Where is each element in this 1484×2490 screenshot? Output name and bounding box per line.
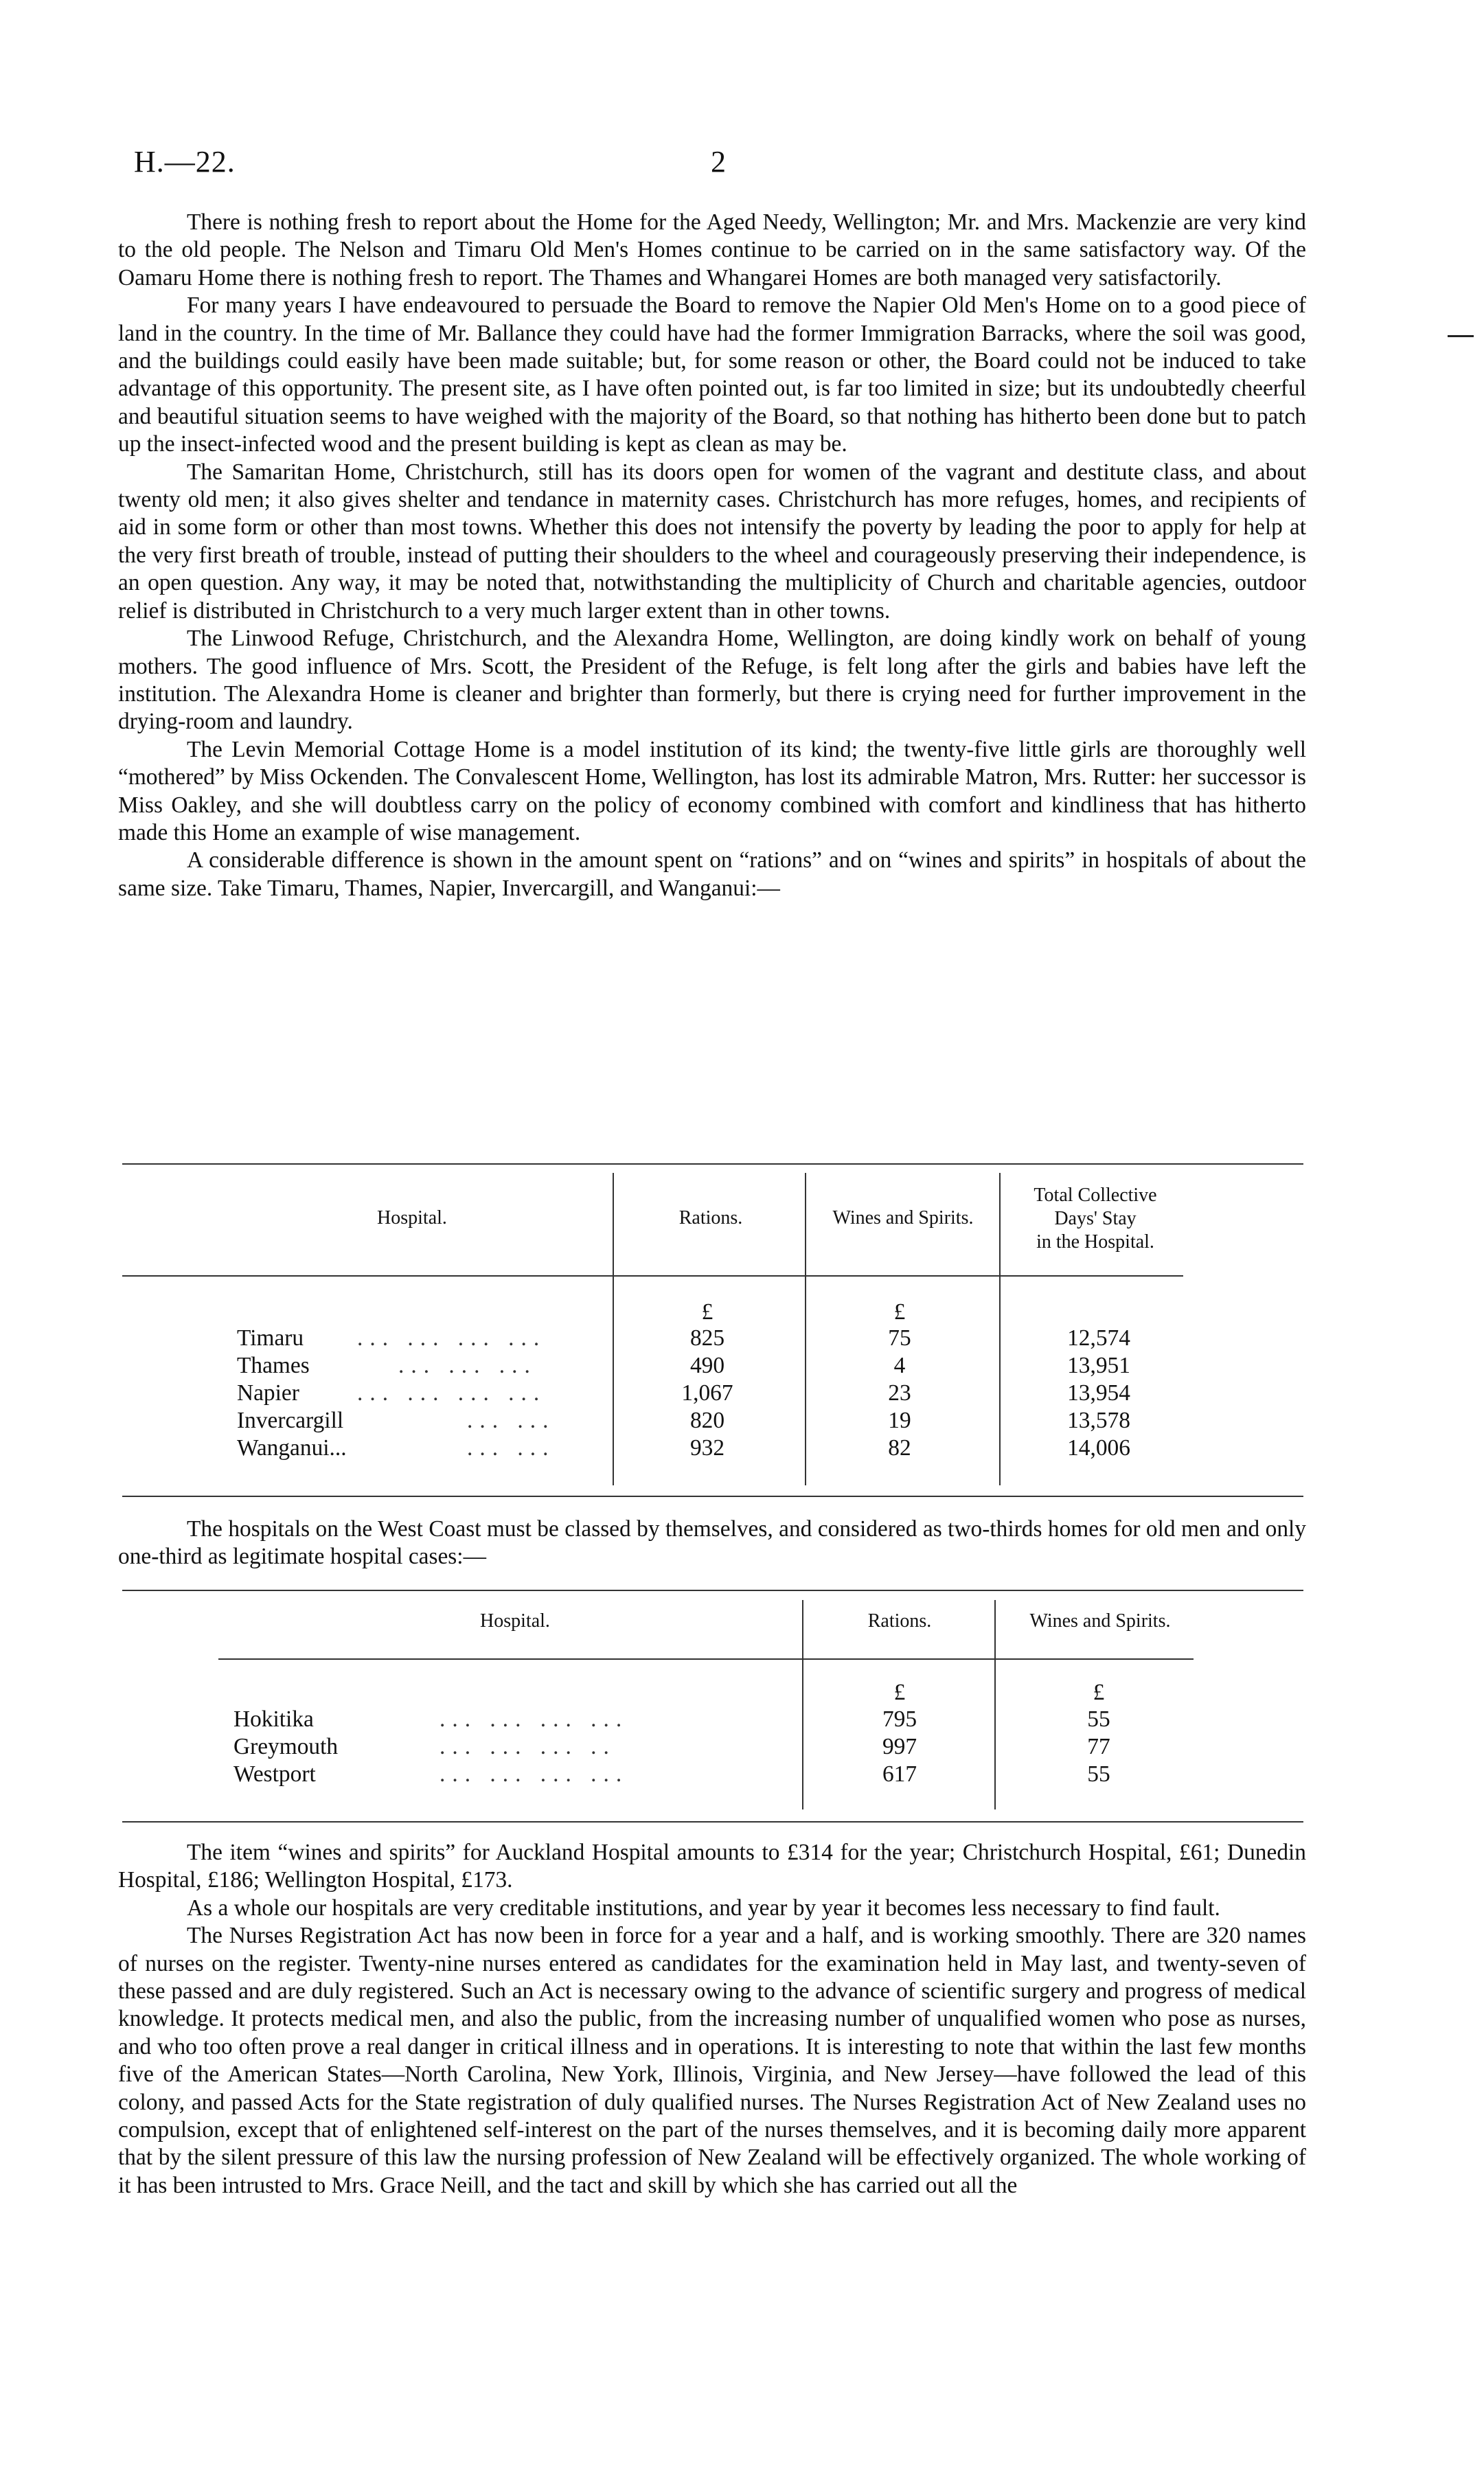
header-stay-line1: Total Collective bbox=[1034, 1185, 1157, 1206]
page-number: 2 bbox=[711, 145, 726, 179]
paragraph: The item “wines and spirits” for Auckland Hospital amounts to £314 for the year; Christchurch Hospital, £61; Dunedin Hospital, £186; Wellington Hospital, £173. bbox=[118, 1840, 1306, 1893]
paragraph: As a whole our hospitals are very creditable institutions, and year by year it becomes less necessary to find fault. bbox=[187, 1895, 1220, 1921]
row-leader-dots: ... ... ... ... bbox=[440, 1706, 629, 1732]
header-hospital: Hospital. bbox=[377, 1207, 447, 1229]
currency-wines: £ bbox=[893, 1299, 906, 1325]
row-stay: 13,578 bbox=[1067, 1408, 1130, 1433]
paragraph: The Levin Memorial Cottage Home is a model institution of its kind; the twenty-five little girls are thoroughly well “mothered” by Miss Ockenden. The Convalescent Home, Wellington, has lost its admirable Matron, Mrs. Rutter: her successor is Miss Oakley, and she will doubtless carry on the policy of economy combined with comfort and kindliness that has hitherto made this Home an example of wise management. bbox=[118, 736, 1306, 845]
table-rule bbox=[122, 1275, 1183, 1277]
row-wines: 55 bbox=[1087, 1706, 1110, 1732]
column-divider bbox=[994, 1600, 996, 1809]
header-wines: Wines and Spirits. bbox=[832, 1207, 974, 1229]
paragraph: The hospitals on the West Coast must be classed by themselves, and considered as two-thirds homes for old men and only one-third as legitimate hospital cases:— bbox=[118, 1516, 1306, 1570]
row-rations: 1,067 bbox=[681, 1380, 733, 1406]
row-leader-dots: ... ... ... ... bbox=[440, 1761, 629, 1787]
table-rule bbox=[122, 1590, 1303, 1591]
row-wines: 82 bbox=[888, 1435, 911, 1461]
row-wines: 75 bbox=[888, 1325, 911, 1351]
column-divider bbox=[802, 1600, 803, 1809]
row-leader-dots: ... ... ... bbox=[398, 1353, 537, 1378]
row-rations: 825 bbox=[689, 1325, 725, 1351]
column-divider bbox=[613, 1173, 614, 1485]
column-divider bbox=[805, 1173, 806, 1485]
row-leader-dots: ... ... ... .. bbox=[440, 1734, 616, 1759]
paragraph: For many years I have endeavoured to persuade the Board to remove the Napier Old Men's Home on to a good piece of land in the country. In the time of Mr. Ballance they could have had the former Immigration Barracks, where the soil was good, and the buildings could easily have been made suitable; but, for some reason or other, the Board could not be induced to take advantage of this opportunity. The present site, as I have often pointed out, is far too limited in size; but its undoubtedly cheerful and beautiful situation seems to have weighed with the majority of the Board, so that nothing has hitherto been done but to patch up the insect-infected wood and the present building is kept as clean as may be. bbox=[118, 293, 1306, 457]
currency-rations: £ bbox=[701, 1299, 714, 1325]
document-reference: H.—22. bbox=[134, 145, 236, 179]
row-stay: 12,574 bbox=[1067, 1325, 1130, 1351]
row-leader-dots: ... ... bbox=[467, 1435, 556, 1461]
row-stay: 13,954 bbox=[1067, 1380, 1130, 1406]
row-rations: 932 bbox=[689, 1435, 725, 1461]
row-wines: 4 bbox=[893, 1353, 906, 1378]
row-rations: 997 bbox=[882, 1734, 917, 1759]
row-stay: 13,951 bbox=[1067, 1353, 1130, 1378]
table-rule bbox=[122, 1163, 1303, 1165]
row-hospital: Invercargill bbox=[237, 1408, 344, 1433]
paragraph: The Nurses Registration Act has now been in force for a year and a half, and is working smoothly. There are 320 names of nurses on the register. Twenty-nine nurses entered as candidates for the examination held in May last, and twenty-seven of these passed and are duly registered. Such an Act is necessary owing to the advance of scientific surgery and progress of medical knowledge. It protects medical men, and also the public, from the increasing number of unqualified women who pose as nurses, and who too often prove a real danger in critical illness and in operations. It is interesting to note that within the last few months five of the American States—North Carolina, New York, Illinois, Virginia, and New Jersey—have followed the lead of this colony, and passed Acts for the State registration of duly qualified nurses. The Nurses Registration Act of New Zealand uses no compulsion, except that of enlightened self-interest on the part of the nurses themselves, and it is becoming daily more apparent that by the silent pressure of this law the nursing profession of New Zealand will be effectively organized. The whole working of it has been intrusted to Mrs. Grace Neill, and the tact and skill by which she has carried out all the bbox=[118, 1923, 1306, 2198]
row-rations: 617 bbox=[882, 1761, 917, 1787]
row-leader-dots: ... ... ... ... bbox=[357, 1325, 547, 1351]
row-hospital: Wanganui... bbox=[237, 1435, 347, 1461]
body-text-bottom bbox=[118, 1839, 1306, 2200]
body-text-top bbox=[118, 209, 1306, 902]
row-hospital: Timaru bbox=[237, 1325, 304, 1351]
column-divider bbox=[999, 1173, 1001, 1485]
row-rations: 795 bbox=[882, 1706, 917, 1732]
header-hospital: Hospital. bbox=[480, 1610, 550, 1632]
row-leader-dots: ... ... bbox=[467, 1408, 556, 1433]
paragraph: There is nothing fresh to report about the Home for the Aged Needy, Wellington; Mr. and Mrs. Mackenzie are very kind to the old people. The Nelson and Timaru Old Men's Homes continue to be carried on in the same satisfactory way. Of the Oamaru Home there is nothing fresh to report. The Thames and Whangarei Homes are both managed very satisfactorily. bbox=[118, 209, 1306, 290]
row-wines: 77 bbox=[1087, 1734, 1110, 1759]
header-wines: Wines and Spirits. bbox=[1029, 1610, 1171, 1632]
row-leader-dots: ... ... ... ... bbox=[357, 1380, 547, 1406]
row-hospital: Thames bbox=[237, 1353, 310, 1378]
paragraph: A considerable difference is shown in the amount spent on “rations” and on “wines and spirits” in hospitals of about the same size. Take Timaru, Thames, Napier, Invercargill, and Wanganui:— bbox=[118, 847, 1306, 901]
page-header bbox=[134, 144, 1315, 185]
table-rule bbox=[122, 1496, 1303, 1497]
paragraph: The Linwood Refuge, Christchurch, and the Alexandra Home, Wellington, are doing kindly work on behalf of young mothers. The good influence of Mrs. Scott, the President of the Refuge, is felt long after the girls and babies have left the institution. The Alexandra Home is cleaner and brighter than formerly, but there is crying need for further improvement in the drying-room and laundry. bbox=[118, 626, 1306, 735]
row-rations: 490 bbox=[689, 1353, 725, 1378]
row-hospital: Westport bbox=[233, 1761, 316, 1787]
margin-mark bbox=[1448, 335, 1474, 337]
currency-rations: £ bbox=[893, 1680, 906, 1705]
row-wines: 55 bbox=[1087, 1761, 1110, 1787]
row-rations: 820 bbox=[689, 1408, 725, 1433]
header-rations: Rations. bbox=[867, 1610, 932, 1632]
header-stay-line2: Days' Stay bbox=[1054, 1208, 1137, 1229]
body-text-middle bbox=[118, 1516, 1306, 1571]
row-hospital: Napier bbox=[237, 1380, 299, 1406]
row-wines: 19 bbox=[888, 1408, 911, 1433]
row-hospital: Greymouth bbox=[233, 1734, 339, 1759]
row-wines: 23 bbox=[888, 1380, 911, 1406]
table-rule bbox=[218, 1658, 1194, 1660]
paragraph: The Samaritan Home, Christchurch, still has its doors open for women of the vagrant and destitute class, and about twenty old men; it also gives shelter and tendance in maternity cases. Christchurch has more refuges, homes, and recipients of aid in some form or other than most towns. Whether this does not intensify the poverty by leading the poor to apply for help at the very first breath of trouble, instead of putting their shoulders to the wheel and courageously preserving their independence, is an open question. Any way, it may be noted that, notwithstanding the multiplicity of Church and charitable agencies, outdoor relief is distributed in Christchurch to a very much larger extent than in other towns. bbox=[118, 459, 1306, 624]
row-stay: 14,006 bbox=[1067, 1435, 1130, 1461]
row-hospital: Hokitika bbox=[233, 1706, 314, 1732]
header-stay-line3: in the Hospital. bbox=[1036, 1231, 1154, 1253]
table-rule bbox=[122, 1821, 1303, 1823]
currency-wines: £ bbox=[1093, 1680, 1105, 1705]
header-rations: Rations. bbox=[678, 1207, 743, 1229]
